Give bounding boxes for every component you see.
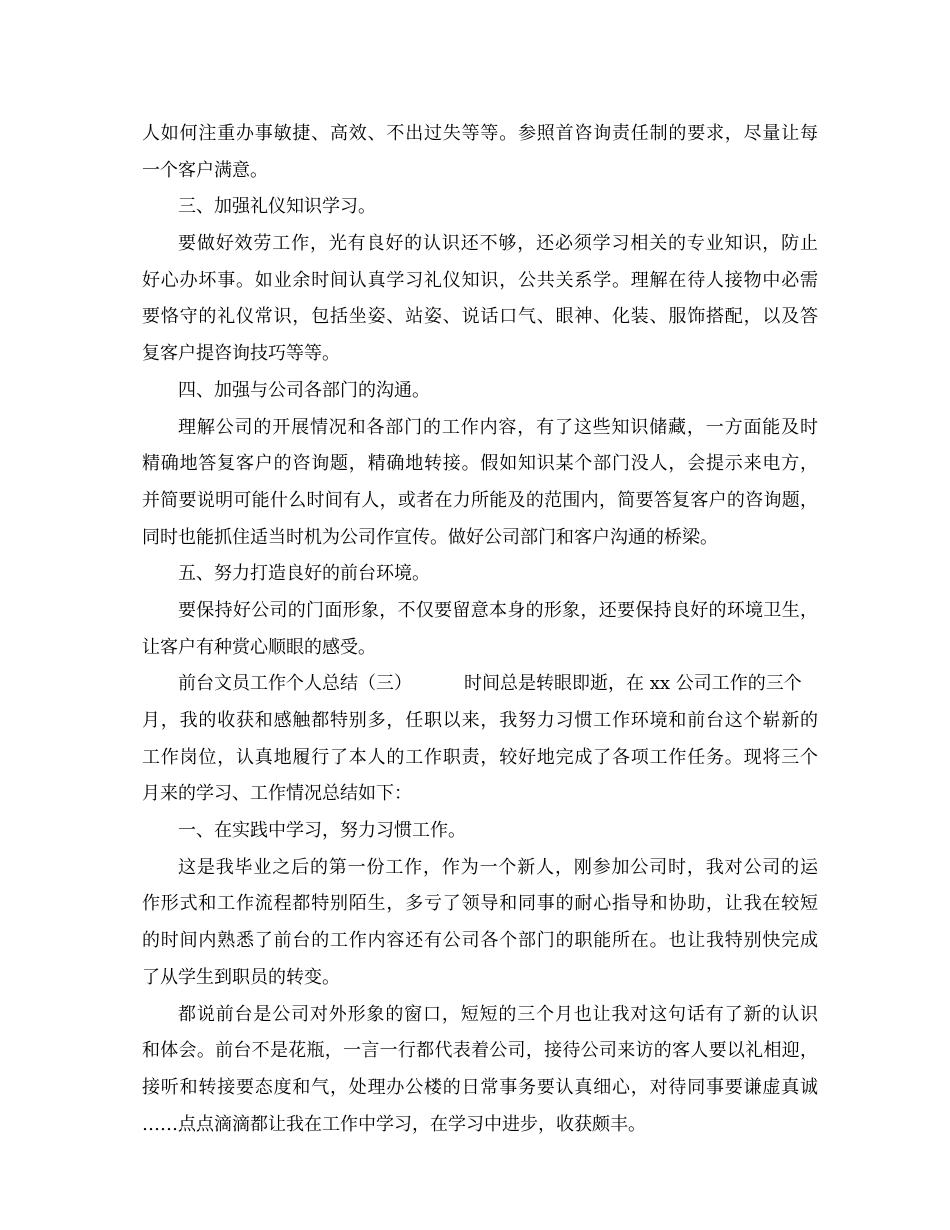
- text-line: 一个客户满意。: [142, 159, 268, 181]
- text-line: 三、加强礼仪知识学习。: [178, 196, 376, 218]
- text-line: 月来的学习、工作情况总结如下：: [142, 783, 412, 805]
- text-line: 复客户提咨询技巧等等。: [142, 343, 340, 365]
- text-line: 了从学生到职员的转变。: [142, 966, 340, 988]
- text-line: 要恪守的礼仪常识，包括坐姿、站姿、说话口气、眼神、化装、服饰搭配，以及答: [142, 306, 818, 328]
- text-line: 要保持好公司的门面形象，不仅要留意本身的形象，还要保持良好的环境卫生，: [178, 599, 818, 621]
- text-line: 同时也能抓住适当时机为公司作宣传。做好公司部门和客户沟通的桥梁。: [142, 526, 718, 548]
- text-line: 理解公司的开展情况和各部门的工作内容，有了这些知识储藏，一方面能及时: [178, 416, 818, 438]
- section-heading: 前台文员工作个人总结（三）: [178, 673, 412, 695]
- text-line: 人如何注重办事敏捷、高效、不出过失等等。参照首咨询责任制的要求，尽量让每: [142, 123, 818, 144]
- text-line: 和体会。前台不是花瓶，一言一行都代表着公司，接待公司来访的客人要以礼相迎，: [142, 1040, 818, 1062]
- text-line: 精确地答复客户的咨询题，精确地转接。假如知识某个部门没人，会提示来电方，: [142, 453, 818, 475]
- text-line: [142, 666, 818, 703]
- text-line: 都说前台是公司对外形象的窗口，短短的三个月也让我对这句话有了新的认识: [178, 1003, 818, 1025]
- text-line: 要做好效劳工作，光有良好的认识还不够，还必须学习相关的专业知识，防止: [178, 233, 818, 255]
- document-body: [142, 116, 818, 1143]
- text-line: 月，我的收获和感触都特别多，任职以来，我努力习惯工作环境和前台这个崭新的: [142, 710, 818, 731]
- text-line: 工作岗位，认真地履行了本人的工作职责，较好地完成了各项工作任务。现将三个: [142, 746, 818, 768]
- text-line: 并简要说明可能什么时间有人，或者在力所能及的范围内，简要答复客户的咨询题，: [142, 489, 818, 511]
- text-line: 作形式和工作流程都特别陌生，多亏了领导和同事的耐心指导和协助，让我在较短: [142, 893, 818, 915]
- text-line: 一、在实践中学习，努力习惯工作。: [178, 820, 466, 842]
- text-line: 接听和转接要态度和气，处理办公楼的日常事务要认真细心，对待同事要谦虚真诚: [142, 1076, 818, 1098]
- paragraph-start: 时间总是转眼即逝，在 xx 公司工作的三个: [464, 673, 802, 695]
- text-line: 四、加强与公司各部门的沟通。: [178, 379, 430, 401]
- text-line: ……点点滴滴都让我在工作中学习，在学习中进步，收获颇丰。: [142, 1113, 646, 1135]
- text-line: 的时间内熟悉了前台的工作内容还有公司各个部门的职能所在。也让我特别快完成: [142, 930, 818, 952]
- text-line: 这是我毕业之后的第一份工作，作为一个新人，刚参加公司时，我对公司的运: [178, 856, 818, 878]
- text-line: 五、努力打造良好的前台环境。: [178, 563, 430, 585]
- text-line: 好心办坏事。如业余时间认真学习礼仪知识，公共关系学。理解在待人接物中必需: [142, 269, 818, 291]
- text-line: 让客户有种赏心顺眼的感受。: [142, 636, 376, 658]
